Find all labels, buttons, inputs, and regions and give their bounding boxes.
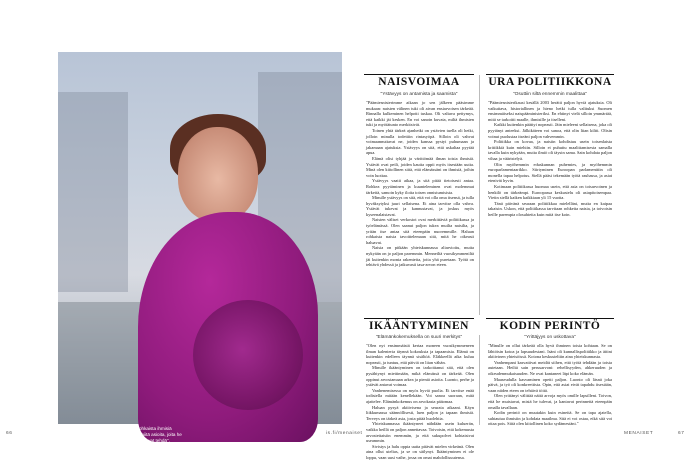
- section-body: [488, 343, 612, 425]
- column-divider: [479, 335, 480, 425]
- section-subtitle: "Ystävyys on antamista ja saamista": [380, 92, 458, 97]
- section-top-rule: [364, 318, 474, 319]
- section-title: KODIN PERINTÖ: [499, 320, 601, 332]
- paragraph: Minulle ystävyys on sitä, että voi olla oma itsensä, ja tulla hyväksytyksi juuri sellaisena. Ei aina tarvitse olla vahva. Ystävät tukevat ja kannustavat, ja joskus myös kyseenalaistavat.: [366, 195, 474, 217]
- paragraph: Sivistys ja halu oppia uutta pitävät mielen virkeänä. Olen aina ollut utelias, ja se on säilynyt. Ikääntyminen ei ole loppu, vaan uusi vaihe, jossa on omat mahdollisuutensa.: [366, 443, 474, 460]
- portrait-photo: [58, 52, 342, 449]
- paragraph: "Päämiesnisterikausi kesällä 2003 herätti paljon hyviä ajatuksia. Oli vaikuttava, historiallinen ja hieno hetki tulla valituksi Suomen ensimmäiseksi naispääministeriksi. En ehtinyt vielä silloin ymmärtää, mitä se tarkoitti maalle, ihmisille ja itselleni.: [488, 100, 612, 122]
- section-subtitle: "Yrittäjyys on uskottava": [524, 335, 576, 340]
- section-title: IKÄÄNTYMINEN: [369, 320, 469, 332]
- section-top-rule: [486, 318, 614, 319]
- paragraph: Haluan pysyä aktiivisena ja seurata aikaani. Käyn liikkumassa säännöllisesti, luen paljon ja tapaan ihmisiä. Terveys on tärkeä asia, josta pitää huolehtia.: [366, 404, 474, 421]
- paragraph: Kodin perintö on muutakin kuin esineitä. Se on tapa ajatella, suhtautua ihmisiin ja kohdata maailma. Sitä ei voi ostaa, eikä sitä voi ottaa pois. Siitä olen kiitollinen koko sydämestäni.": [488, 410, 612, 427]
- paragraph: Politiikka on kovaa, ja naisiin kohdistuu usein toisenlaista kritiikkiä kuin miehiin. Silloin ei puhuttu maalittamisesta samalla tavalla kuin nykyään, mutta ilmiö oli täysin sama. Sain kohdata paljon vihaa ja vääristelyä.: [488, 139, 612, 161]
- page-number-right: 67: [678, 431, 685, 436]
- paragraph: Elämä olisi tyhjää ja värittömää ilman toisia ihmisiä. Ystävät ovat peili, joiden kautta oppii myös itsestään uutta. Minä olen kiitollinen siitä, että elämässäni on ihmisiä, joihin voin luottaa.: [366, 155, 474, 178]
- section-subtitle: "Osuttiin siltä ennemmin maalittaa": [512, 92, 588, 97]
- paragraph: Olin myöhemmin eduskunnan puhemies, ja myöhemmin europarlamentaarikko. Siirtyminen Euroopan parlamenttiin oli monella tapaa helpotus. Siellä pääsi tekemään työtä rauhassa, ja asiat etenivät hyvin.: [488, 161, 612, 184]
- column-divider: [479, 75, 480, 315]
- footer-magazine-name: MENAISET: [624, 431, 654, 436]
- paragraph: Ystävyys vaatii aikaa, ja sitä pitää tietoisesti antaa. Rohkea pyytäminen ja kuunteleminen ovat molemmat tärkeitä, samoin kyky iloita toisen onnistumisista.: [366, 178, 474, 195]
- section-title: URA POLITIIKKONA: [488, 76, 612, 88]
- section-body: [488, 100, 612, 315]
- paragraph: Minulle ikääntyminen on tarkoittanut sitä, että olen pysähtynyt miettimään, mikä elämässä on tärkeää. Olen oppinut arvostamaan arkea ja pieniä asioita. Luonto, perhe ja ystävät antavat voimaa.: [366, 365, 474, 388]
- paragraph: Yhteiskunnassa ikääntyneet nähdään usein kuluerän, vaikka heillä on paljon annettavaa. Toivoisin, että kokemusta arvostettaisiin enemmän, ja että sukupolvet kohtaisivat useammin.: [366, 421, 474, 444]
- section-top-rule: [486, 74, 614, 75]
- paragraph: Toinen yhtä tärkeä ajanhetki on ystävien tuella oli hetki, jolloin minulla todettiin rintasyöpä. Silloin oli vahvat voimaannuttavat ne, joiden kanssa pystyi puhumaan ja jakamaan ajatuksia. Ystävyys on sitä, että uskaltaa pyytää apua.: [366, 127, 474, 156]
- paragraph: "Päämiesnisterimme aikaan jo sen jälkeen pääsimme mukaan: naisten välinen tuki oli aivan ensiarvoisen tärkeää. Rinnalla kulkeminen helpotti tuskaa. Oli valtava pettymys, että kaikki jäi kesken. En voi sanoin kuvata, miltä ihmisten tuki ja myötätunto merkitsivät.: [366, 100, 474, 128]
- paragraph: Kotimaan politiikassa huomaa usein, että asia on toisarvoinen ja henkilö on tärkeämpi. Euroopassa keskustelu oli asiapitoisempaa. Vietin siellä kaiken kaikkiaan yli 15 vuotta.: [488, 183, 612, 201]
- paragraph: Naisten väliset verkostot ovat merkittäviä politiikassa ja työelämässä. Olen saanut paljon tukea muilta naisilta, ja yritän itse antaa sitä eteenpäin nuoremmille. Haluan rohkaista naisia tavoittelemaan sitä, mitä he oikeasti haluavat.: [366, 217, 474, 245]
- paragraph: Olen yrittänyt välittää näitä arvoja myös omille lapsilleni. Toivon, että he muistavat, mistä he tulevat, ja kantavat perinnettä eteenpäin omalla tavallaan.: [488, 393, 612, 410]
- paragraph: Vanhenemisessa on myös hyviä puolia. Ei tarvitse enää todistella mitään kenellekään. Voi sanoa suoraan, mitä ajattelee. Elämänkokemus on arvokasta pääomaa.: [366, 387, 474, 404]
- section-subtitle: "Elämänkokemuksella on suuri merkitys": [375, 335, 463, 340]
- paragraph: Tänä päivänä seuraan politiikkaa mielelläni, mutta en kaipaa takaisin. Uskon, että politiikassa tarvitaan rohkeita naisia, ja toivoisin heille parempia olosuhteita kuin mitä itse koin.: [488, 200, 612, 217]
- photo-caption: "Haluan rohkaista ihmisiä tekemään niitä asioita, joita he oikeasti haluavat tehdä", sanoo Anneli Jäätteenmäki.: [120, 426, 182, 449]
- section-top-rule: [364, 74, 474, 75]
- paragraph: Kaikki kuitenkin päättyi nopeasti. Jäin mieleeni sellaisena, joka oli pyytänyt anteeksi. Jälkikäteen voi sanoa, että olin liian kiltti. Olisin voinut puolustaa itseäni paljon vahvemmin.: [488, 122, 612, 139]
- paragraph: Vanhempani kasvattivat meidät siihen, että työtä tehdään ja toisia autetaan. Heiltä sain perusarvoni: rehellisyyden, ahkeruuden ja oikeudenmukaisuuden. Ne ovat kantaneet läpi koko elämän.: [488, 359, 612, 376]
- footer-url: is.fi/menaiset: [326, 431, 363, 436]
- section-title: NAISVOIMAA: [378, 76, 460, 88]
- paragraph: Naisia on pitkään yhteiskunnassa aliarvioitu, mutta nykyään on jo paljon paremmin. Menneiltä vuosikymmeniltä jäi kuitenkin monia rakenteita, joita yhä puretaan. Työtä on tehtävä yhdessä ja jatkuvasti tasa-arvon eteen.: [366, 245, 474, 268]
- section-body: [366, 100, 474, 315]
- hat-in-hand: [193, 300, 303, 410]
- background-building: [58, 92, 128, 292]
- face: [178, 127, 258, 222]
- section-body: [366, 343, 474, 460]
- page-number-left: 66: [6, 431, 13, 436]
- paragraph: "Minulle on ollut tärkeää olla hyvä ihminen toisia kohtaan. Se on lähtöisin kotoa ja lapsuudestani. Isäni oli kunnallispoliitikko ja äitini aktiivinen yhteisöissä. Kotona keskusteltiin aina yhteiskunnasta.: [488, 343, 612, 360]
- paragraph: "Olen nyt ensimmäistä kertaa moneen vuosikymmeneen ilman kalenteria täynnä kokouksia ja tapaamisia. Elämä on kuitenkin edelleen täynnä sisältöä. Eläkkeellä aika kuluu nopeasti, ja tuntuu, että päiviä on liian vähän.: [366, 343, 474, 365]
- paragraph: Maaseudulla kasvaminen opetti paljon. Luonto oli läsnä joka päivä, ja työ oli konkreettista. Opin, että asiat eivät tapahdu itsestään, vaan niiden eteen on tehtävä töitä.: [488, 376, 612, 393]
